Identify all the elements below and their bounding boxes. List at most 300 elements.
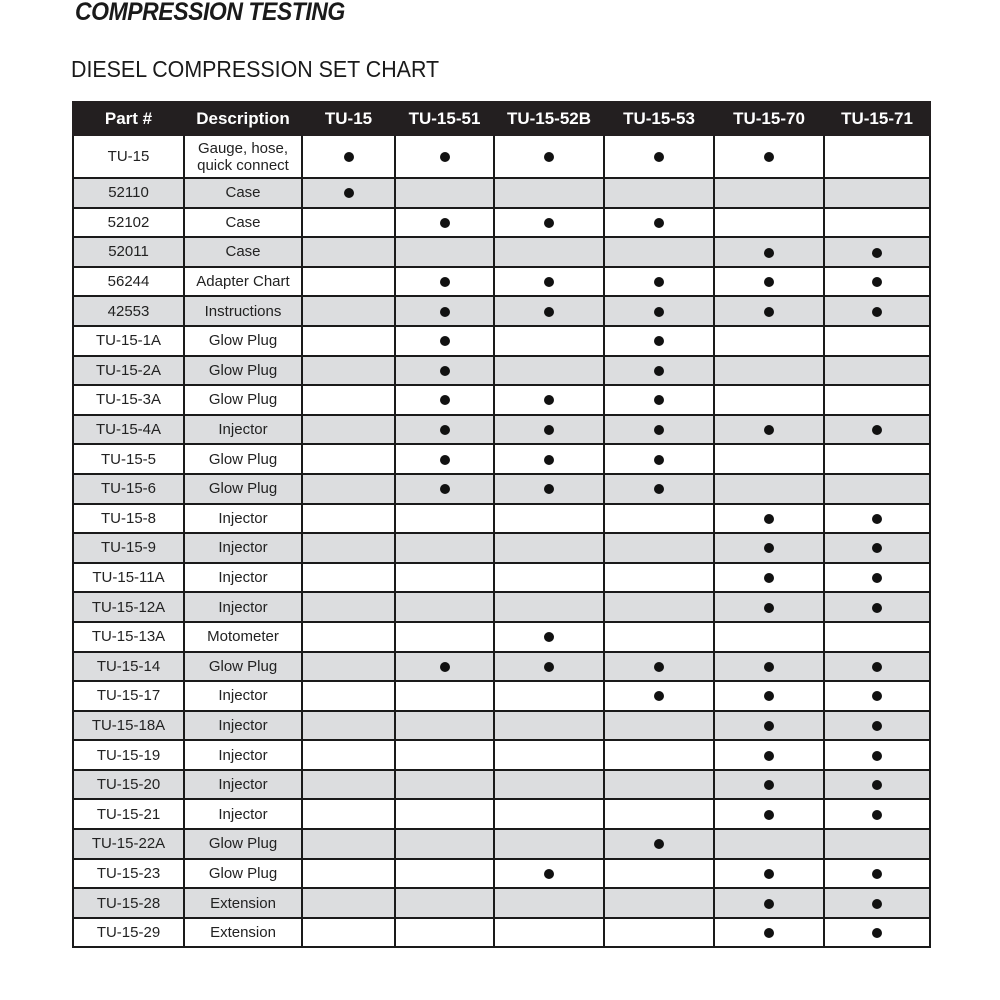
part-number-cell: TU-15-22A xyxy=(73,829,184,859)
set-inclusion-cell xyxy=(604,208,714,238)
set-inclusion-cell xyxy=(824,135,930,178)
part-number-cell: TU-15-29 xyxy=(73,918,184,948)
included-dot-icon xyxy=(440,366,450,376)
description-cell: Glow Plug xyxy=(184,652,302,682)
table-row xyxy=(73,592,930,622)
table-body xyxy=(73,135,930,947)
table-row xyxy=(73,711,930,741)
set-inclusion-cell xyxy=(302,592,395,622)
set-inclusion-cell xyxy=(494,533,604,563)
set-inclusion-cell xyxy=(494,740,604,770)
compression-set-table xyxy=(72,101,931,948)
included-dot-icon xyxy=(654,336,664,346)
included-dot-icon xyxy=(872,869,882,879)
set-inclusion-cell xyxy=(714,592,824,622)
set-inclusion-cell xyxy=(494,504,604,534)
set-inclusion-cell xyxy=(494,385,604,415)
set-inclusion-cell xyxy=(714,622,824,652)
set-inclusion-cell xyxy=(714,859,824,889)
set-inclusion-cell xyxy=(604,474,714,504)
part-number-cell: TU-15-14 xyxy=(73,652,184,682)
set-inclusion-cell xyxy=(824,652,930,682)
description-cell: Glow Plug xyxy=(184,385,302,415)
set-inclusion-cell xyxy=(604,296,714,326)
part-number-cell: TU-15-13A xyxy=(73,622,184,652)
set-inclusion-cell xyxy=(714,829,824,859)
set-inclusion-cell xyxy=(824,829,930,859)
set-inclusion-cell xyxy=(494,859,604,889)
description-cell: Injector xyxy=(184,681,302,711)
part-number-cell: 52110 xyxy=(73,178,184,208)
included-dot-icon xyxy=(872,514,882,524)
description-cell: Injector xyxy=(184,711,302,741)
included-dot-icon xyxy=(764,307,774,317)
included-dot-icon xyxy=(654,366,664,376)
part-number-cell: TU-15-19 xyxy=(73,740,184,770)
included-dot-icon xyxy=(872,425,882,435)
set-inclusion-cell xyxy=(302,356,395,386)
header-row xyxy=(73,102,930,135)
included-dot-icon xyxy=(654,662,664,672)
included-dot-icon xyxy=(872,721,882,731)
set-inclusion-cell xyxy=(494,237,604,267)
set-inclusion-cell xyxy=(494,829,604,859)
included-dot-icon xyxy=(872,662,882,672)
set-inclusion-cell xyxy=(395,652,494,682)
included-dot-icon xyxy=(872,928,882,938)
description-cell: Injector xyxy=(184,770,302,800)
included-dot-icon xyxy=(872,573,882,583)
included-dot-icon xyxy=(872,751,882,761)
set-inclusion-cell xyxy=(302,918,395,948)
set-inclusion-cell xyxy=(714,681,824,711)
part-number-cell: TU-15-23 xyxy=(73,859,184,889)
set-inclusion-cell xyxy=(714,652,824,682)
set-inclusion-cell xyxy=(604,563,714,593)
table-row xyxy=(73,918,930,948)
included-dot-icon xyxy=(544,307,554,317)
table-row xyxy=(73,474,930,504)
description-cell: Injector xyxy=(184,799,302,829)
set-inclusion-cell xyxy=(714,208,824,238)
set-inclusion-cell xyxy=(494,770,604,800)
set-inclusion-cell xyxy=(302,237,395,267)
table-row xyxy=(73,652,930,682)
included-dot-icon xyxy=(872,603,882,613)
included-dot-icon xyxy=(764,751,774,761)
set-inclusion-cell xyxy=(302,296,395,326)
set-inclusion-cell xyxy=(395,681,494,711)
set-inclusion-cell xyxy=(395,208,494,238)
set-inclusion-cell xyxy=(824,296,930,326)
set-inclusion-cell xyxy=(302,652,395,682)
included-dot-icon xyxy=(764,573,774,583)
set-inclusion-cell xyxy=(604,533,714,563)
set-inclusion-cell xyxy=(395,711,494,741)
set-inclusion-cell xyxy=(395,385,494,415)
set-inclusion-cell xyxy=(395,237,494,267)
table-row xyxy=(73,326,930,356)
included-dot-icon xyxy=(544,425,554,435)
table-row xyxy=(73,444,930,474)
set-inclusion-cell xyxy=(302,504,395,534)
set-inclusion-cell xyxy=(824,178,930,208)
set-inclusion-cell xyxy=(302,859,395,889)
included-dot-icon xyxy=(440,152,450,162)
set-inclusion-cell xyxy=(494,267,604,297)
included-dot-icon xyxy=(764,425,774,435)
set-inclusion-cell xyxy=(494,296,604,326)
part-number-cell: TU-15-2A xyxy=(73,356,184,386)
included-dot-icon xyxy=(344,188,354,198)
table-row xyxy=(73,888,930,918)
column-header: TU-15-70 xyxy=(714,102,824,135)
description-cell: Extension xyxy=(184,918,302,948)
set-inclusion-cell xyxy=(494,681,604,711)
set-inclusion-cell xyxy=(395,829,494,859)
set-inclusion-cell xyxy=(604,356,714,386)
set-inclusion-cell xyxy=(395,135,494,178)
set-inclusion-cell xyxy=(395,740,494,770)
description-cell: Glow Plug xyxy=(184,356,302,386)
included-dot-icon xyxy=(764,928,774,938)
included-dot-icon xyxy=(440,307,450,317)
set-inclusion-cell xyxy=(302,415,395,445)
part-number-cell: 56244 xyxy=(73,267,184,297)
set-inclusion-cell xyxy=(714,237,824,267)
set-inclusion-cell xyxy=(302,474,395,504)
set-inclusion-cell xyxy=(494,563,604,593)
set-inclusion-cell xyxy=(494,622,604,652)
part-number-cell: 42553 xyxy=(73,296,184,326)
set-inclusion-cell xyxy=(824,504,930,534)
column-header: TU-15-51 xyxy=(395,102,494,135)
description-cell: Injector xyxy=(184,533,302,563)
column-header: TU-15 xyxy=(302,102,395,135)
table-row xyxy=(73,859,930,889)
set-inclusion-cell xyxy=(824,711,930,741)
set-inclusion-cell xyxy=(824,859,930,889)
part-number-cell: TU-15-8 xyxy=(73,504,184,534)
part-number-cell: TU-15-18A xyxy=(73,711,184,741)
included-dot-icon xyxy=(654,455,664,465)
set-inclusion-cell xyxy=(494,135,604,178)
set-inclusion-cell xyxy=(395,504,494,534)
part-number-cell: 52011 xyxy=(73,237,184,267)
included-dot-icon xyxy=(544,395,554,405)
set-inclusion-cell xyxy=(604,711,714,741)
set-inclusion-cell xyxy=(824,770,930,800)
included-dot-icon xyxy=(440,455,450,465)
set-inclusion-cell xyxy=(395,356,494,386)
description-cell: Injector xyxy=(184,592,302,622)
table-row xyxy=(73,799,930,829)
included-dot-icon xyxy=(440,425,450,435)
set-inclusion-cell xyxy=(824,267,930,297)
included-dot-icon xyxy=(654,425,664,435)
included-dot-icon xyxy=(872,248,882,258)
set-inclusion-cell xyxy=(604,504,714,534)
set-inclusion-cell xyxy=(395,592,494,622)
description-cell: Glow Plug xyxy=(184,444,302,474)
set-inclusion-cell xyxy=(302,267,395,297)
table-row xyxy=(73,208,930,238)
table-row xyxy=(73,740,930,770)
set-inclusion-cell xyxy=(395,859,494,889)
description-cell: Glow Plug xyxy=(184,474,302,504)
included-dot-icon xyxy=(764,899,774,909)
part-number-cell: TU-15-9 xyxy=(73,533,184,563)
set-inclusion-cell xyxy=(395,563,494,593)
description-cell: Extension xyxy=(184,888,302,918)
set-inclusion-cell xyxy=(604,444,714,474)
included-dot-icon xyxy=(654,218,664,228)
set-inclusion-cell xyxy=(604,326,714,356)
set-inclusion-cell xyxy=(824,592,930,622)
set-inclusion-cell xyxy=(714,444,824,474)
set-inclusion-cell xyxy=(714,799,824,829)
part-number-cell: TU-15-6 xyxy=(73,474,184,504)
set-inclusion-cell xyxy=(714,711,824,741)
included-dot-icon xyxy=(764,721,774,731)
set-inclusion-cell xyxy=(604,592,714,622)
included-dot-icon xyxy=(764,780,774,790)
set-inclusion-cell xyxy=(824,385,930,415)
included-dot-icon xyxy=(654,307,664,317)
set-inclusion-cell xyxy=(494,356,604,386)
set-inclusion-cell xyxy=(604,415,714,445)
included-dot-icon xyxy=(440,395,450,405)
set-inclusion-cell xyxy=(604,681,714,711)
table-row xyxy=(73,356,930,386)
set-inclusion-cell xyxy=(395,799,494,829)
set-inclusion-cell xyxy=(714,563,824,593)
included-dot-icon xyxy=(654,484,664,494)
set-inclusion-cell xyxy=(395,622,494,652)
included-dot-icon xyxy=(764,248,774,258)
included-dot-icon xyxy=(440,662,450,672)
set-inclusion-cell xyxy=(302,135,395,178)
part-number-cell: TU-15-20 xyxy=(73,770,184,800)
set-inclusion-cell xyxy=(714,385,824,415)
set-inclusion-cell xyxy=(604,799,714,829)
included-dot-icon xyxy=(872,543,882,553)
included-dot-icon xyxy=(544,277,554,287)
set-inclusion-cell xyxy=(395,296,494,326)
part-number-cell: TU-15 xyxy=(73,135,184,178)
table-row xyxy=(73,237,930,267)
set-inclusion-cell xyxy=(714,533,824,563)
description-cell: Glow Plug xyxy=(184,859,302,889)
set-inclusion-cell xyxy=(302,740,395,770)
included-dot-icon xyxy=(544,632,554,642)
set-inclusion-cell xyxy=(714,504,824,534)
included-dot-icon xyxy=(872,899,882,909)
set-inclusion-cell xyxy=(604,622,714,652)
chart-title: DIESEL COMPRESSION SET CHART xyxy=(71,56,440,82)
set-inclusion-cell xyxy=(824,918,930,948)
part-number-cell: TU-15-21 xyxy=(73,799,184,829)
description-cell: Motometer xyxy=(184,622,302,652)
set-inclusion-cell xyxy=(714,178,824,208)
column-header: Description xyxy=(184,102,302,135)
set-inclusion-cell xyxy=(494,592,604,622)
included-dot-icon xyxy=(544,869,554,879)
included-dot-icon xyxy=(544,218,554,228)
set-inclusion-cell xyxy=(824,740,930,770)
description-cell: Case xyxy=(184,178,302,208)
set-inclusion-cell xyxy=(714,474,824,504)
table-row xyxy=(73,415,930,445)
set-inclusion-cell xyxy=(714,135,824,178)
description-cell: Adapter Chart xyxy=(184,267,302,297)
set-inclusion-cell xyxy=(604,888,714,918)
set-inclusion-cell xyxy=(302,770,395,800)
included-dot-icon xyxy=(872,691,882,701)
set-inclusion-cell xyxy=(824,474,930,504)
set-inclusion-cell xyxy=(302,563,395,593)
table-row xyxy=(73,770,930,800)
set-inclusion-cell xyxy=(494,652,604,682)
table-row xyxy=(73,622,930,652)
page-title: COMPRESSION TESTING xyxy=(75,0,345,26)
description-cell: Injector xyxy=(184,415,302,445)
set-inclusion-cell xyxy=(714,770,824,800)
set-inclusion-cell xyxy=(604,829,714,859)
set-inclusion-cell xyxy=(604,237,714,267)
included-dot-icon xyxy=(440,277,450,287)
included-dot-icon xyxy=(872,307,882,317)
set-inclusion-cell xyxy=(395,770,494,800)
description-cell: Injector xyxy=(184,740,302,770)
part-number-cell: TU-15-12A xyxy=(73,592,184,622)
included-dot-icon xyxy=(764,603,774,613)
included-dot-icon xyxy=(764,662,774,672)
table-row xyxy=(73,385,930,415)
table-row xyxy=(73,533,930,563)
set-inclusion-cell xyxy=(824,356,930,386)
set-inclusion-cell xyxy=(302,622,395,652)
included-dot-icon xyxy=(764,810,774,820)
set-inclusion-cell xyxy=(395,444,494,474)
column-header: TU-15-53 xyxy=(604,102,714,135)
table-row xyxy=(73,135,930,178)
set-inclusion-cell xyxy=(604,178,714,208)
set-inclusion-cell xyxy=(494,888,604,918)
set-inclusion-cell xyxy=(714,296,824,326)
included-dot-icon xyxy=(654,395,664,405)
set-inclusion-cell xyxy=(494,444,604,474)
set-inclusion-cell xyxy=(395,533,494,563)
description-cell: Case xyxy=(184,208,302,238)
set-inclusion-cell xyxy=(302,385,395,415)
included-dot-icon xyxy=(654,839,664,849)
included-dot-icon xyxy=(344,152,354,162)
column-header: TU-15-52B xyxy=(494,102,604,135)
set-inclusion-cell xyxy=(494,178,604,208)
set-inclusion-cell xyxy=(824,622,930,652)
set-inclusion-cell xyxy=(824,208,930,238)
included-dot-icon xyxy=(764,514,774,524)
set-inclusion-cell xyxy=(604,770,714,800)
set-inclusion-cell xyxy=(824,888,930,918)
included-dot-icon xyxy=(872,810,882,820)
set-inclusion-cell xyxy=(824,563,930,593)
set-inclusion-cell xyxy=(302,681,395,711)
set-inclusion-cell xyxy=(824,415,930,445)
set-inclusion-cell xyxy=(395,918,494,948)
set-inclusion-cell xyxy=(604,135,714,178)
description-cell: Injector xyxy=(184,504,302,534)
set-inclusion-cell xyxy=(604,267,714,297)
description-cell: Glow Plug xyxy=(184,829,302,859)
included-dot-icon xyxy=(440,336,450,346)
table-row xyxy=(73,563,930,593)
set-inclusion-cell xyxy=(714,918,824,948)
set-inclusion-cell xyxy=(714,415,824,445)
set-inclusion-cell xyxy=(824,799,930,829)
set-inclusion-cell xyxy=(395,415,494,445)
set-inclusion-cell xyxy=(714,326,824,356)
part-number-cell: TU-15-1A xyxy=(73,326,184,356)
set-inclusion-cell xyxy=(302,178,395,208)
set-inclusion-cell xyxy=(604,859,714,889)
set-inclusion-cell xyxy=(302,829,395,859)
table-row xyxy=(73,267,930,297)
set-inclusion-cell xyxy=(604,385,714,415)
set-inclusion-cell xyxy=(494,326,604,356)
description-cell: Gauge, hose, quick connect xyxy=(184,135,302,178)
set-inclusion-cell xyxy=(494,918,604,948)
description-cell: Case xyxy=(184,237,302,267)
table-row xyxy=(73,681,930,711)
included-dot-icon xyxy=(654,277,664,287)
part-number-cell: 52102 xyxy=(73,208,184,238)
set-inclusion-cell xyxy=(395,326,494,356)
set-inclusion-cell xyxy=(395,888,494,918)
table-row xyxy=(73,829,930,859)
description-cell: Injector xyxy=(184,563,302,593)
column-header: TU-15-71 xyxy=(824,102,930,135)
included-dot-icon xyxy=(544,662,554,672)
table-row xyxy=(73,178,930,208)
set-inclusion-cell xyxy=(302,326,395,356)
set-inclusion-cell xyxy=(395,474,494,504)
table-row xyxy=(73,296,930,326)
description-cell: Instructions xyxy=(184,296,302,326)
set-inclusion-cell xyxy=(604,652,714,682)
part-number-cell: TU-15-11A xyxy=(73,563,184,593)
set-inclusion-cell xyxy=(604,740,714,770)
part-number-cell: TU-15-4A xyxy=(73,415,184,445)
set-inclusion-cell xyxy=(714,267,824,297)
part-number-cell: TU-15-5 xyxy=(73,444,184,474)
set-inclusion-cell xyxy=(824,533,930,563)
included-dot-icon xyxy=(544,484,554,494)
part-number-cell: TU-15-3A xyxy=(73,385,184,415)
included-dot-icon xyxy=(872,780,882,790)
included-dot-icon xyxy=(764,869,774,879)
set-inclusion-cell xyxy=(714,356,824,386)
set-inclusion-cell xyxy=(494,208,604,238)
included-dot-icon xyxy=(544,455,554,465)
description-cell: Glow Plug xyxy=(184,326,302,356)
set-inclusion-cell xyxy=(824,444,930,474)
included-dot-icon xyxy=(654,152,664,162)
included-dot-icon xyxy=(764,152,774,162)
column-header: Part # xyxy=(73,102,184,135)
set-inclusion-cell xyxy=(302,799,395,829)
